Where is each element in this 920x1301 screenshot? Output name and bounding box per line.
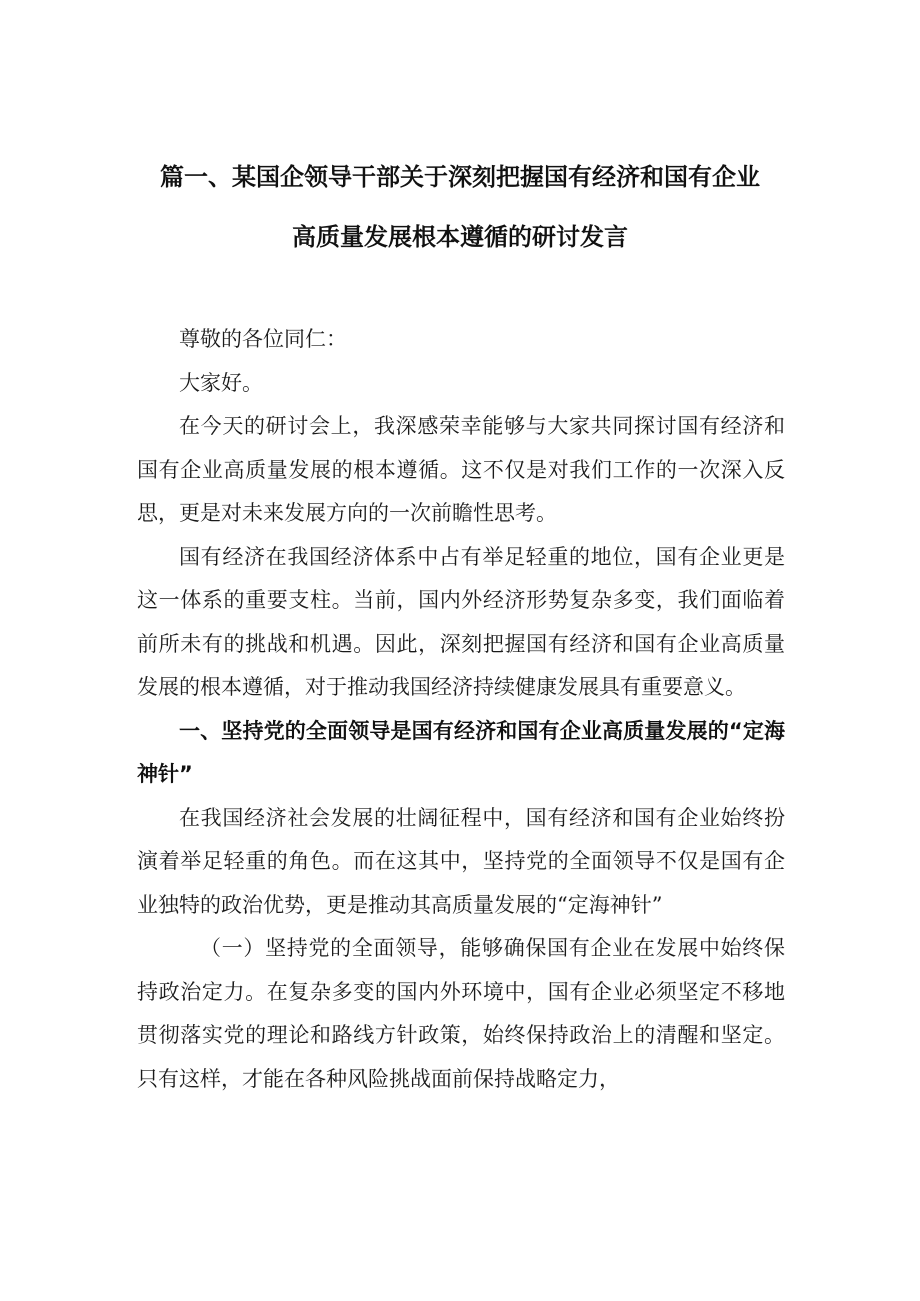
section-heading: 一、坚持党的全面领导是国有经济和国有企业高质量发展的“定海神针” [137,718,785,786]
salutation: 尊敬的各位同仁： [179,327,347,351]
document-title-line-2: 高质量发展根本遵循的研讨发言 [292,223,628,251]
body-paragraph: 在今天的研讨会上，我深感荣幸能够与大家共同探讨国有经济和国有企业高质量发展的根本遵循。这不仅是对我们工作的一次深入反思，更是对未来发展方向的一次前瞻性思考。 [137,414,785,525]
body-paragraph: 国有经济在我国经济体系中占有举足轻重的地位，国有企业更是这一体系的重要支柱。当前，国内外经济形势复杂多变，我们面临着前所未有的挑战和机遇。因此，深刻把握国有经济和国有企业高质量发展的根本遵循，对于推动我国经济持续健康发展具有重要意义。 [137,544,785,699]
subsection-paragraph: （一）坚持党的全面领导，能够确保国有企业在发展中始终保持政治定力。在复杂多变的国内外环境中，国有企业必须坚定不移地贯彻落实党的理论和路线方针政策，始终保持政治上的清醒和坚定。只有这样，才能在各种风险挑战面前保持战略定力， [137,936,785,1091]
body-paragraph: 在我国经济社会发展的壮阔征程中，国有经济和国有企业始终扮演着举足轻重的角色。而在这其中，坚持党的全面领导不仅是国有企业独特的政治优势，更是推动其高质量发展的“定海神针” [137,805,785,917]
document-body [137,318,785,1101]
document-title-line-1: 篇一、某国企领导干部关于深刻把握国有经济和国有企业 [160,163,760,191]
greeting: 大家好。 [179,370,263,395]
